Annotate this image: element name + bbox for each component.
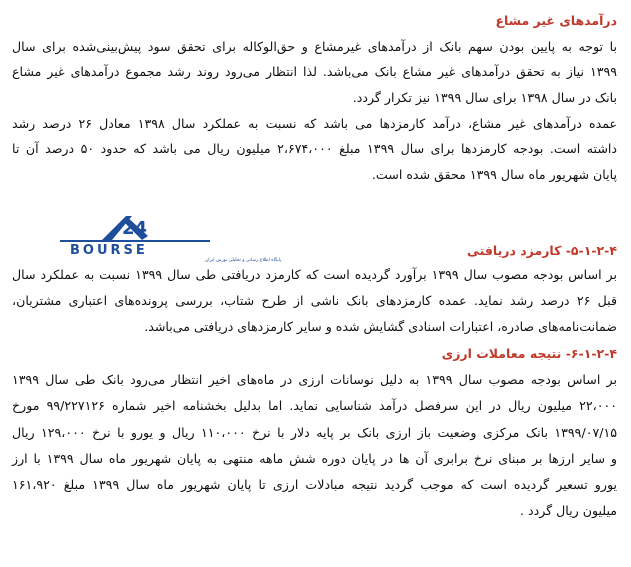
paragraph-line: میلیون ریال گردد . bbox=[519, 503, 617, 518]
paragraph-line: عمده درآمدهای غیر مشاع، درآمد کارمزدها می باشد که نسبت به عملکرد سال ۱۳۹۸ معادل ۲۶ درصد رشد bbox=[12, 116, 617, 131]
svg-text:24: 24 bbox=[122, 218, 148, 239]
paragraph-line: بانک در سال ۱۳۹۸ برای سال ۱۳۹۹ نیز تکرار گردد. bbox=[352, 90, 617, 105]
bourse-logo-graphic bbox=[60, 212, 282, 263]
paragraph-line: بر اساس بودجه مصوب سال ۱۳۹۹ برآورد گردیده است که کارمزد دریافتی طی سال ۱۳۹۹ نسبت به عملکرد سال bbox=[12, 267, 617, 282]
paragraph-line: داشته است. بودجه کارمزدها برای سال ۱۳۹۹ مبلغ ۲،۶۷۴،۰۰۰ میلیون ریال می باشد که حدود ۵۰ درصد آن تا bbox=[12, 141, 617, 156]
bourse-logo bbox=[60, 212, 282, 263]
section-heading-fees: ۵-۱-۲-۴- کارمزد دریافتی bbox=[466, 243, 617, 258]
logo-wordmark: BOURSE bbox=[70, 243, 148, 258]
paragraph-line: پایان شهریور ماه سال ۱۳۹۹ محقق شده است. bbox=[371, 167, 617, 182]
paragraph-line: یورو تسعیر گردیده است که موجب گردید نتیجه مبادلات ارزی تا پایان شهریور ماه سال ۱۳۹۹ مبلغ ۱۶۱،۹۲۰ bbox=[12, 477, 617, 492]
paragraph-line: بر اساس بودجه مصوب سال ۱۳۹۹ به دلیل نوسانات ارزی در ماه‌های اخیر انتظار می‌رود بانک طی سال ۱۳۹۹ bbox=[12, 372, 617, 387]
paragraph-line: و سایر ارزها بر مبنای نرخ برابری آن ها در پایان دوره شش ماهه منتهی به پایان شهریور ماه سال ۱۳۹۹ با ارز bbox=[12, 451, 617, 466]
paragraph-line: ضمانت‌نامه‌های صادره، اعتبارات اسنادی گشایش شده و سایر کارمزدهای دریافتی می‌باشد. bbox=[144, 319, 617, 334]
paragraph-line: با توجه به پایین بودن سهم بانک از درآمدهای غیرمشاع و حق‌الوکاله برای تحقق سود پیش‌بینی‌شده برای سال bbox=[12, 39, 617, 54]
paragraph-line: ۲۲،۰۰۰ میلیون ریال در این سرفصل درآمد شناسایی نماید. اما بدلیل بخشنامه اخیر شماره ۹۹/۲۲۷۱۲۶ مورخ bbox=[12, 398, 618, 413]
paragraph-line: ۱۳۹۹/۰۷/۱۵ بانک مرکزی وضعیت باز ارزی بانک بر پایه دلار با نرخ ۱۱۰،۰۰۰ ریال و یورو با نرخ ۱۲۹،۰۰۰ ریال bbox=[12, 425, 617, 440]
section-heading-nonoperating-income: درآمدهای غیر مشاع bbox=[495, 13, 617, 28]
logo-caption: پایگاه اطلاع رسانی و تحلیلی بورس ایران bbox=[205, 258, 282, 263]
section-heading-fx-results: ۶-۱-۲-۴- نتیجه معاملات ارزی bbox=[441, 346, 617, 361]
paragraph-line: ۱۳۹۹ نیاز به تحقق درآمدهای غیر مشاع بانک می‌باشد. لذا انتظار می‌رود روند رشد مجموع درآمدهای غیر مشاع bbox=[12, 64, 617, 79]
paragraph-line: قبل ۲۶ درصد رشد نماید. عمده کارمزدهای بانک ناشی از طرح شتاب، بررسی پرونده‌های اعتباری مشتریان، bbox=[12, 293, 617, 308]
